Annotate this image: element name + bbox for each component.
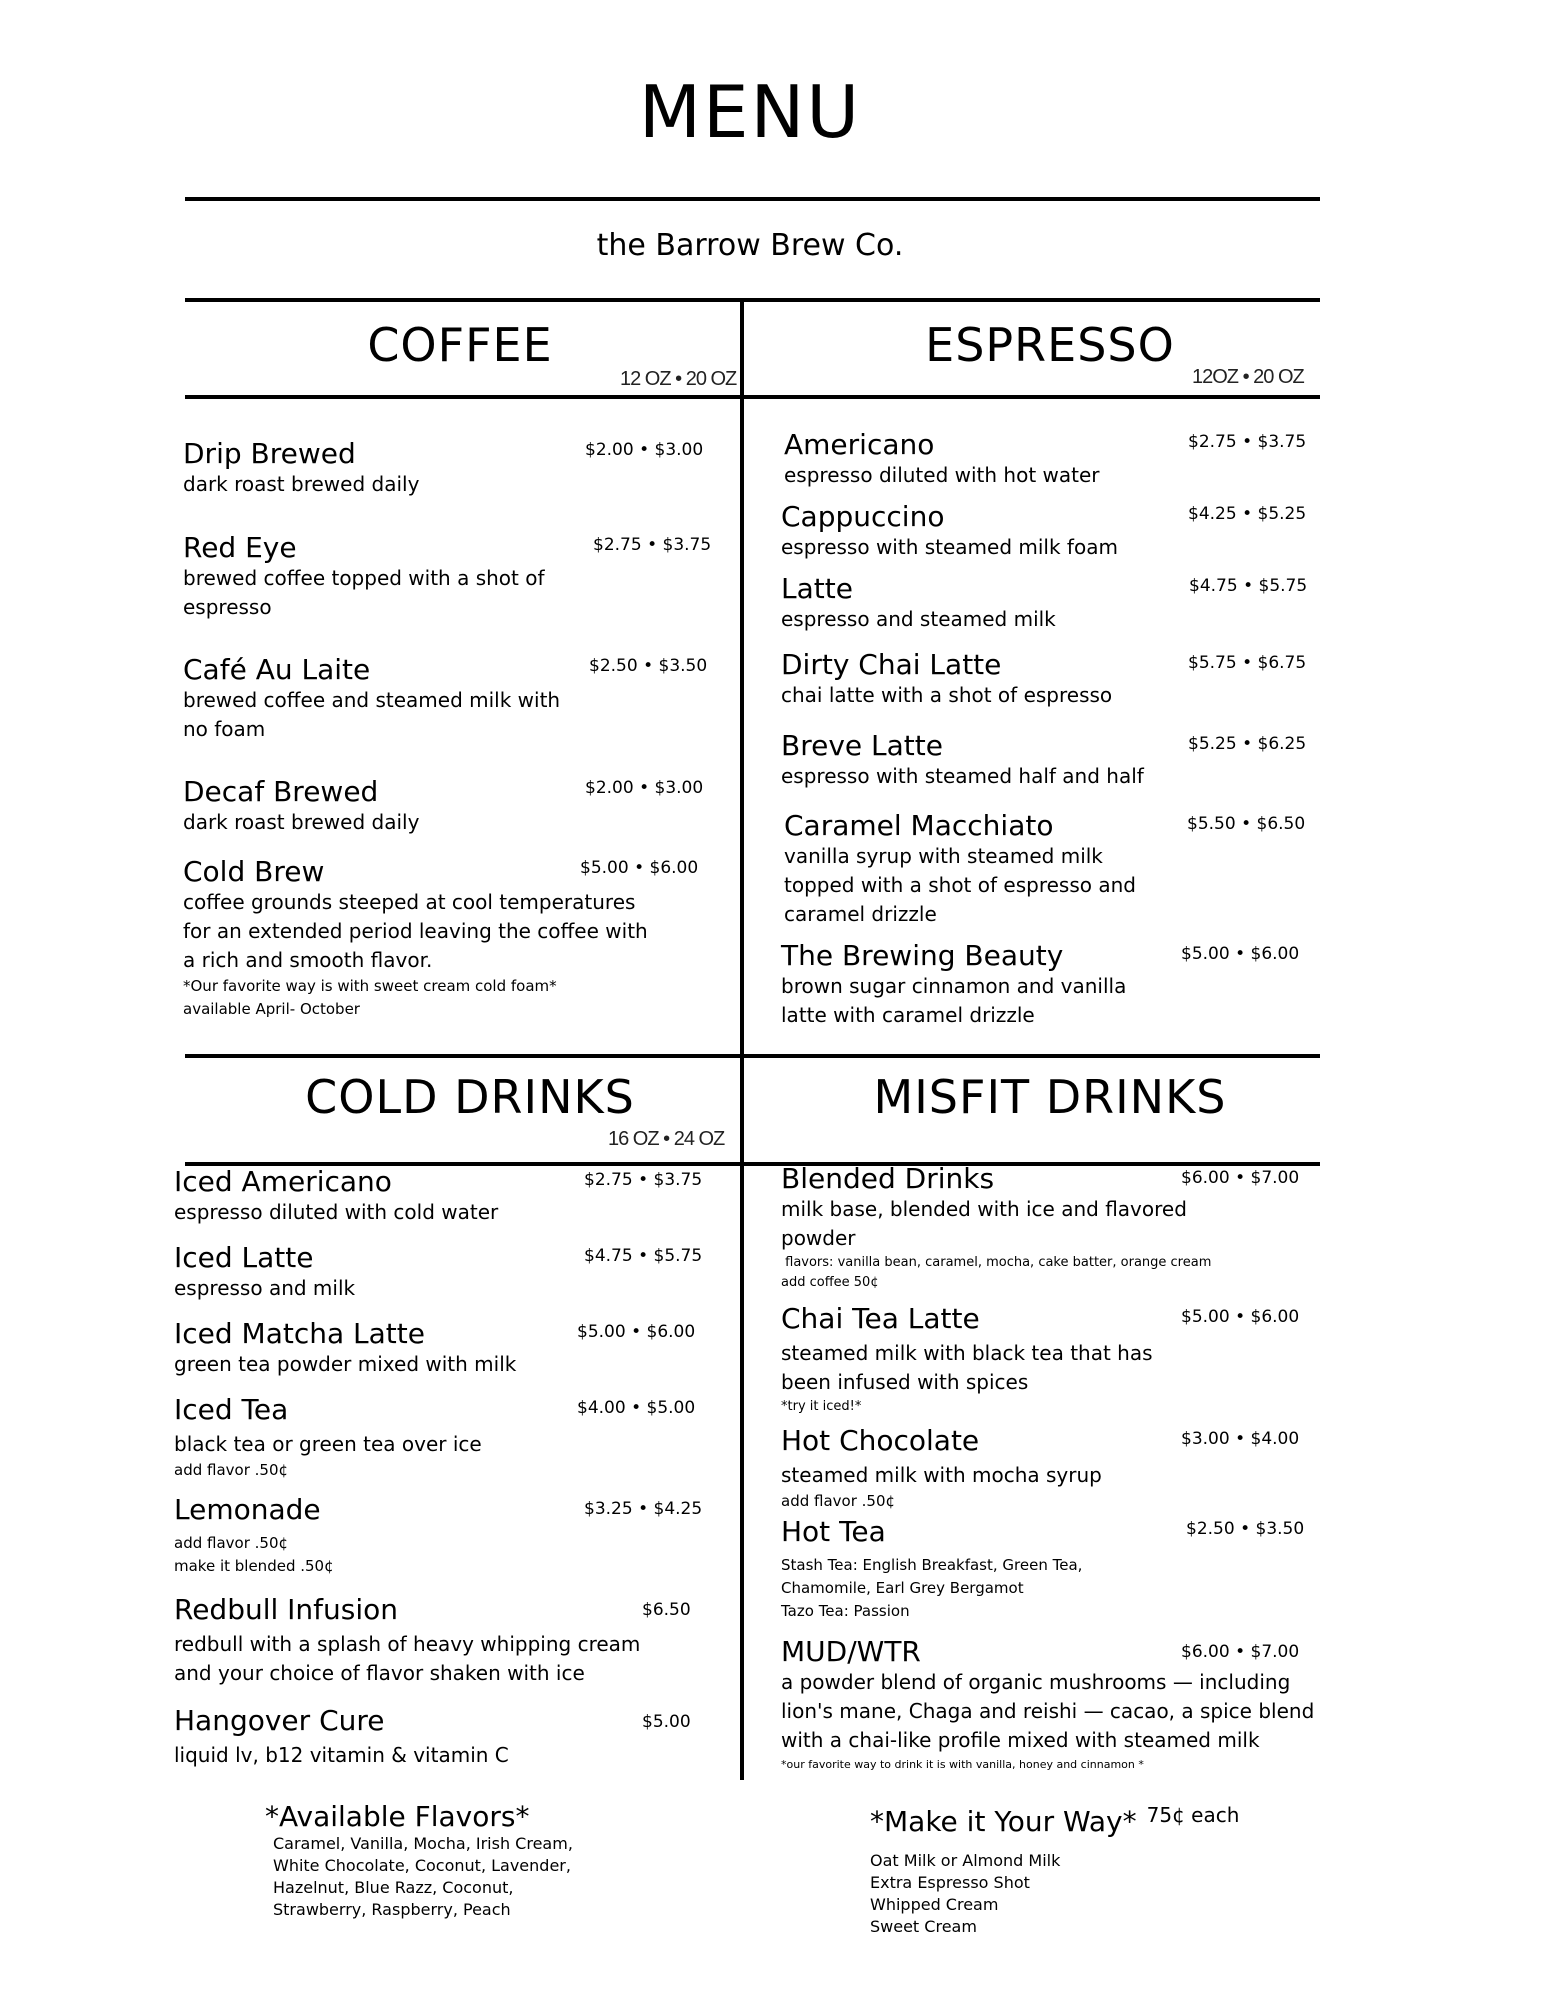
item-note: add coffee 50¢ <box>781 1275 879 1290</box>
item-price: $5.00 <box>642 1712 691 1732</box>
item-price: $2.75 • $3.75 <box>593 535 712 555</box>
item-name: Latte <box>781 572 853 605</box>
item-price: $5.25 • $6.25 <box>1188 734 1307 754</box>
item-desc: espresso with steamed milk foam <box>781 535 1118 559</box>
item-price: $5.00 • $6.00 <box>1181 944 1300 964</box>
make-it-your-way <box>870 1805 1330 1938</box>
menu-item <box>781 572 1181 634</box>
item-desc: no foam <box>183 717 266 741</box>
item-price: $2.50 • $3.50 <box>1186 1519 1305 1539</box>
item-desc: green tea powder mixed with milk <box>174 1352 517 1376</box>
item-price: $4.75 • $5.75 <box>584 1246 703 1266</box>
business-name: the Barrow Brew Co. <box>596 228 904 263</box>
item-desc: vanilla syrup with steamed milk <box>784 844 1103 868</box>
item-name: Hot Chocolate <box>781 1424 980 1457</box>
item-name: Iced Tea <box>174 1393 289 1426</box>
item-price: $2.00 • $3.00 <box>585 778 704 798</box>
menu-item <box>784 428 1184 490</box>
item-note: add flavor .50¢ <box>174 1534 289 1552</box>
item-note: Stash Tea: English Breakfast, Green Tea, <box>781 1556 1083 1574</box>
section-title-misfit-drinks: MISFIT DRINKS <box>873 1070 1227 1124</box>
item-name: Red Eye <box>183 531 297 564</box>
item-desc: redbull with a splash of heavy whipping cream <box>174 1632 641 1656</box>
item-price: $6.50 <box>642 1600 691 1620</box>
item-name: Decaf Brewed <box>183 775 379 808</box>
item-price: $2.50 • $3.50 <box>589 656 708 676</box>
item-note: *Our favorite way is with sweet cream cold foam* <box>183 977 557 995</box>
make-your-way-price: 75¢ each <box>1146 1803 1240 1827</box>
item-desc: been infused with spices <box>781 1370 1029 1394</box>
menu-item <box>781 648 1181 710</box>
size-label-cold-drinks: 16 OZ • 24 OZ <box>608 1128 725 1150</box>
item-desc: milk base, blended with ice and flavored <box>781 1197 1187 1221</box>
item-name: Iced Latte <box>174 1241 314 1274</box>
item-price: $4.00 • $5.00 <box>577 1398 696 1418</box>
item-desc: topped with a shot of espresso and <box>784 873 1136 897</box>
item-desc: lion's mane, Chaga and reishi — cacao, a spice blend <box>781 1699 1315 1723</box>
divider <box>744 395 1320 399</box>
item-price: $3.00 • $4.00 <box>1181 1429 1300 1449</box>
item-name: Caramel Macchiato <box>784 809 1054 842</box>
item-desc: a powder blend of organic mushrooms — including <box>781 1670 1291 1694</box>
item-price: $5.00 • $6.00 <box>1181 1307 1300 1327</box>
item-desc: coffee grounds steeped at cool temperatures <box>183 890 636 914</box>
item-note: *our favorite way to drink it is with vanilla, honey and cinnamon * <box>781 1758 1144 1771</box>
item-desc: espresso diluted with hot water <box>784 463 1100 487</box>
item-desc: black tea or green tea over ice <box>174 1432 482 1456</box>
item-desc: dark roast brewed daily <box>183 472 420 496</box>
item-desc: caramel drizzle <box>784 902 937 926</box>
item-price: $5.50 • $6.50 <box>1187 814 1306 834</box>
item-price: $6.00 • $7.00 <box>1181 1168 1300 1188</box>
item-desc: espresso with steamed half and half <box>781 764 1144 788</box>
flavors-line: White Chocolate, Coconut, Lavender, <box>273 1856 571 1875</box>
item-name: Cold Brew <box>183 855 325 888</box>
divider <box>185 197 1320 201</box>
item-note: *try it iced!* <box>781 1399 862 1414</box>
menu-item <box>784 809 1184 929</box>
section-title-cold-drinks: COLD DRINKS <box>305 1070 635 1124</box>
item-price: $5.00 • $6.00 <box>577 1322 696 1342</box>
item-name: Lemonade <box>174 1493 321 1526</box>
item-name: Breve Latte <box>781 729 943 762</box>
item-desc: with a chai-like profile mixed with steamed milk <box>781 1728 1260 1752</box>
item-name: Dirty Chai Latte <box>781 648 1002 681</box>
menu-item <box>183 855 733 1021</box>
item-note: flavors: vanilla bean, caramel, mocha, cake batter, orange cream <box>781 1255 1212 1270</box>
section-title-espresso: ESPRESSO <box>925 318 1175 372</box>
option-line: Extra Espresso Shot <box>870 1873 1030 1892</box>
item-note: Chamomile, Earl Grey Bergamot <box>781 1579 1024 1597</box>
item-desc: espresso and milk <box>174 1276 356 1300</box>
item-price: $2.75 • $3.75 <box>1188 432 1307 452</box>
menu-item <box>781 729 1181 791</box>
column-divider <box>740 298 744 1780</box>
item-name: Iced Americano <box>174 1165 392 1198</box>
section-title-coffee: COFFEE <box>367 318 553 372</box>
item-name: Americano <box>784 428 935 461</box>
flavors-line: Caramel, Vanilla, Mocha, Irish Cream, <box>273 1834 573 1853</box>
item-desc: brewed coffee and steamed milk with <box>183 688 561 712</box>
item-desc: espresso <box>183 595 272 619</box>
option-line: Whipped Cream <box>870 1895 999 1914</box>
item-desc: steamed milk with mocha syrup <box>781 1463 1102 1487</box>
item-desc: brown sugar cinnamon and vanilla <box>781 974 1127 998</box>
item-desc: and your choice of flavor shaken with ice <box>174 1661 585 1685</box>
item-desc: brewed coffee topped with a shot of <box>183 566 545 590</box>
option-line: Sweet Cream <box>870 1917 977 1936</box>
item-price: $6.00 • $7.00 <box>1181 1642 1300 1662</box>
menu-item <box>781 500 1181 562</box>
flavors-line: Strawberry, Raspberry, Peach <box>273 1900 511 1919</box>
menu-item <box>781 939 1181 1030</box>
item-price: $5.00 • $6.00 <box>580 858 699 878</box>
flavors-title: *Available Flavors* <box>265 1800 530 1833</box>
divider <box>185 1054 1320 1058</box>
item-desc: a rich and smooth flavor. <box>183 948 433 972</box>
item-name: Blended Drinks <box>781 1162 995 1195</box>
item-desc: chai latte with a shot of espresso <box>781 683 1113 707</box>
item-desc: steamed milk with black tea that has <box>781 1341 1153 1365</box>
item-note: available April- October <box>183 1000 360 1018</box>
size-label-espresso: 12OZ • 20 OZ <box>1192 366 1304 388</box>
item-note: add flavor .50¢ <box>174 1461 289 1479</box>
size-label-coffee: 12 OZ • 20 OZ <box>620 368 737 390</box>
item-name: Drip Brewed <box>183 437 356 470</box>
item-name: MUD/WTR <box>781 1635 921 1668</box>
item-name: Hot Tea <box>781 1515 886 1548</box>
available-flavors <box>265 1800 665 1921</box>
item-note: make it blended .50¢ <box>174 1557 334 1575</box>
divider <box>185 298 1320 302</box>
divider <box>185 395 740 399</box>
item-desc: for an extended period leaving the coffee with <box>183 919 648 943</box>
flavors-line: Hazelnut, Blue Razz, Coconut, <box>273 1878 514 1897</box>
item-desc: liquid lv, b12 vitamin & vitamin C <box>174 1743 509 1767</box>
item-price: $4.25 • $5.25 <box>1188 504 1307 524</box>
option-line: Oat Milk or Almond Milk <box>870 1851 1061 1870</box>
item-price: $4.75 • $5.75 <box>1189 576 1308 596</box>
item-name: Café Au Laite <box>183 653 371 686</box>
item-name: Redbull Infusion <box>174 1593 399 1626</box>
menu-item <box>174 1704 714 1770</box>
item-name: Iced Matcha Latte <box>174 1317 425 1350</box>
item-price: $2.00 • $3.00 <box>585 440 704 460</box>
item-name: The Brewing Beauty <box>781 939 1064 972</box>
item-desc: latte with caramel drizzle <box>781 1003 1035 1027</box>
item-name: Chai Tea Latte <box>781 1302 980 1335</box>
item-price: $5.75 • $6.75 <box>1188 653 1307 673</box>
make-your-way-title: *Make it Your Way* <box>870 1805 1137 1838</box>
item-desc: dark roast brewed daily <box>183 810 420 834</box>
item-price: $3.25 • $4.25 <box>584 1499 703 1519</box>
item-desc: espresso and steamed milk <box>781 607 1056 631</box>
item-note: Tazo Tea: Passion <box>781 1602 910 1620</box>
item-name: Cappuccino <box>781 500 945 533</box>
item-desc: espresso diluted with cold water <box>174 1200 499 1224</box>
item-price: $2.75 • $3.75 <box>584 1170 703 1190</box>
menu-title: MENU <box>638 70 862 154</box>
item-name: Hangover Cure <box>174 1704 385 1737</box>
item-desc: powder <box>781 1226 856 1250</box>
item-note: add flavor .50¢ <box>781 1492 896 1510</box>
